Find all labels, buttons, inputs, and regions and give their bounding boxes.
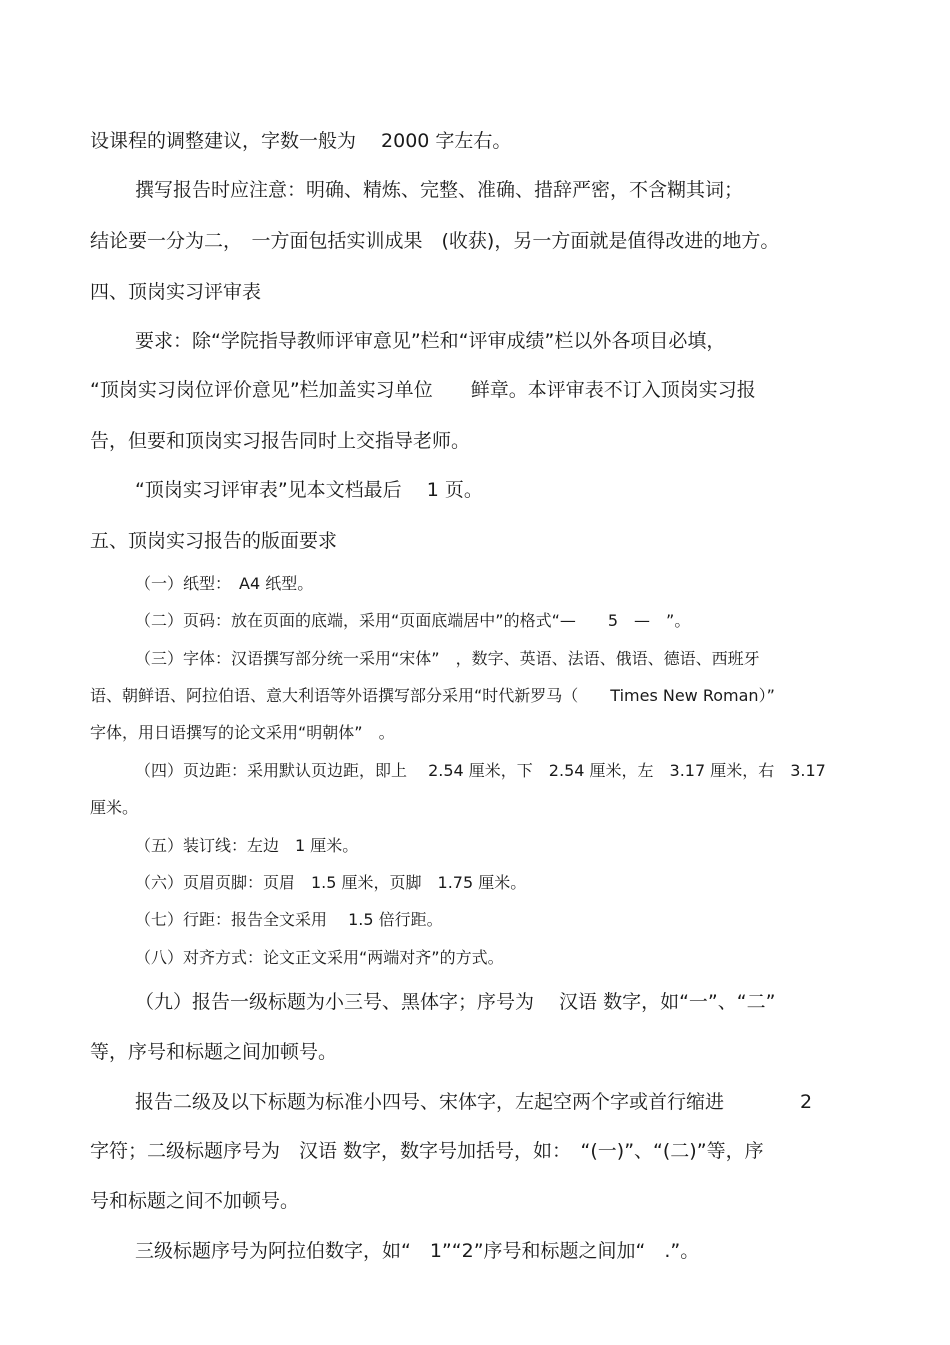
paragraph-line: “顶岗实习岗位评价意见”栏加盖实习单位 鲜章。本评审表不订入顶岗实习报 xyxy=(90,379,756,401)
list-item-continuation: 等，序号和标题之间加顿号。 xyxy=(90,1041,338,1063)
paragraph-line: 告，但要和顶岗实习报告同时上交指导老师。 xyxy=(90,430,471,452)
paragraph-line: 报告二级及以下标题为标准小四号、宋体字，左起空两个字或首行缩进 2 xyxy=(135,1091,813,1113)
list-item: （二）页码：放在页面的底端，采用“页面底端居中”的格式“— 5 — ”。 xyxy=(135,611,691,630)
paragraph-line: 要求：除“学院指导教师评审意见”栏和“评审成绩”栏以外各项目必填， xyxy=(135,330,726,352)
section-heading: 四、顶岗实习评审表 xyxy=(90,281,262,303)
list-item-continuation: 厘米。 xyxy=(90,798,139,817)
list-item: （四）页边距：采用默认页边距，即上 2.54 厘米，下 2.54 厘米，左 3.17 厘米，右 3.17 xyxy=(135,761,826,780)
paragraph-line: 三级标题序号为阿拉伯数字，如“ 1”“2”序号和标题之间加“ .”。 xyxy=(135,1240,700,1262)
paragraph-line: 号和标题之间不加顿号。 xyxy=(90,1190,300,1212)
paragraph-line: 撰写报告时应注意：明确、精炼、完整、准确、措辞严密，不含糊其词； xyxy=(135,179,744,201)
paragraph-line: 结论要一分为二， 一方面包括实训成果 (收获)，另一方面就是值得改进的地方。 xyxy=(90,230,780,252)
paragraph-line: 设课程的调整建议，字数一般为 2000 字左右。 xyxy=(90,130,512,152)
paragraph-line: 字符；二级标题序号为 汉语 数字，数字号加括号，如： “(一)”、“(二)”等，序 xyxy=(90,1140,764,1162)
section-heading: 五、顶岗实习报告的版面要求 xyxy=(90,530,338,552)
paragraph-line: “顶岗实习评审表”见本文档最后 1 页。 xyxy=(135,479,483,501)
list-item-continuation: 语、朝鲜语、阿拉伯语、意大利语等外语撰写部分采用“时代新罗马（ Times New Roman）” xyxy=(90,686,775,705)
list-item: （八）对齐方式：论文正文采用“两端对齐”的方式。 xyxy=(135,948,504,967)
list-item-continuation: 字体，用日语撰写的论文采用“明朝体” 。 xyxy=(90,723,395,742)
list-item: （七）行距：报告全文采用 1.5 倍行距。 xyxy=(135,910,443,929)
list-item: （九）报告一级标题为小三号、黑体字；序号为 汉语 数字，如“一”、“二” xyxy=(135,991,776,1013)
list-item: （三）字体：汉语撰写部分统一采用“宋体” ，数字、英语、法语、俄语、德语、西班牙 xyxy=(135,649,760,668)
list-item: （一）纸型： A4 纸型。 xyxy=(135,574,314,593)
list-item: （六）页眉页脚：页眉 1.5 厘米，页脚 1.75 厘米。 xyxy=(135,873,527,892)
list-item: （五）装订线：左边 1 厘米。 xyxy=(135,836,359,855)
